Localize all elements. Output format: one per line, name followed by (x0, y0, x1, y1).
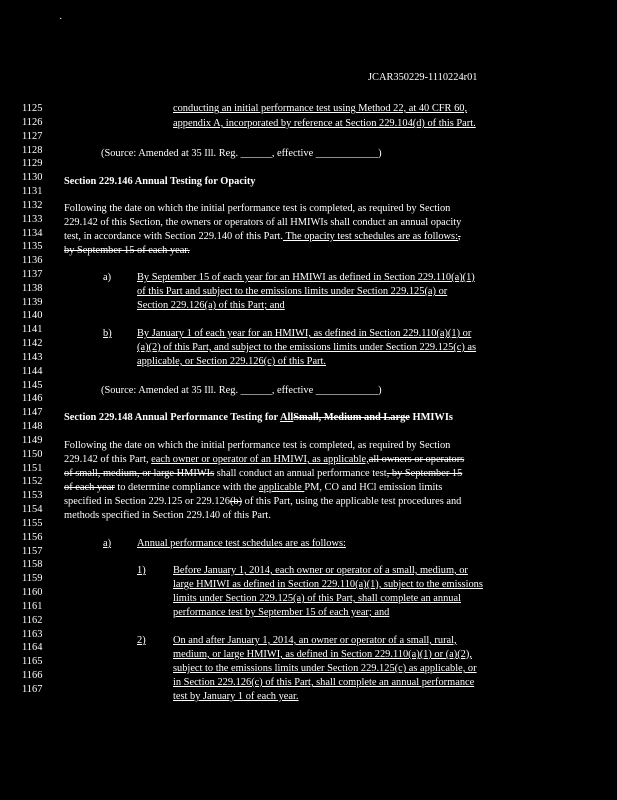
source-note-2: (Source: Amended at 35 Ill. Reg. ______, effective ____________) (101, 385, 382, 396)
line-number: 1156 (22, 531, 43, 543)
line-number: 1125 (22, 103, 43, 114)
line-number: 1153 (22, 490, 43, 502)
line-number: 1158 (22, 559, 43, 571)
sub-2-line-3: subject to the emissions limits under Section 229.125(c) as applicable, or (173, 663, 477, 674)
line-number: 1142 (22, 338, 43, 350)
line-number: 1132 (22, 199, 43, 211)
line-number: 1143 (22, 351, 43, 363)
line-number: 1134 (22, 227, 43, 239)
line-number: 1129 (22, 158, 43, 170)
line-number: 1164 (22, 642, 43, 654)
line-number: 1126 (22, 116, 43, 128)
text-line-1150: 229.142 of this Part, each owner or operator of an HMIWI, as applicable,all owners or operators (64, 454, 465, 465)
line-number: 1148 (22, 421, 43, 433)
line-number: 1145 (22, 379, 43, 391)
section-229-148-heading: Section 229.148 Annual Performance Testing for AllSmall, Medium and Large HMIWIs (64, 412, 453, 423)
sub-2-label: 2) (137, 635, 146, 646)
text-line-1132: Following the date on which the initial performance test is completed, as required by Section (64, 203, 451, 214)
sub-a-label: a) (103, 538, 112, 549)
sub-1-line-2: large HMIWI as defined in Section 229.110(a)(1), subject to the emissions (173, 579, 483, 590)
line-number: 1135 (22, 241, 43, 253)
line-number: 1146 (22, 393, 43, 405)
line-number: 1144 (22, 365, 43, 377)
line-number: 1152 (22, 476, 43, 488)
item-b-line-3: applicable, or Section 229.126(c) of this Part. (137, 356, 327, 367)
line-number: 1137 (22, 269, 43, 280)
line-number: 1167 (22, 683, 43, 695)
item-a-line-1: By September 15 of each year for an HMIWI as defined in Section 229.110(a)(1) (137, 272, 475, 283)
text-line-1133: 229.142 of this Section, the owners or operators of all HMIWIs shall conduct an annual opacity (64, 217, 462, 228)
line-number: 1130 (22, 172, 43, 184)
scan-mark: · (59, 14, 63, 25)
line-number: 1133 (22, 213, 43, 225)
line-number: 1138 (22, 282, 43, 294)
text-line-1134: test, in accordance with Section 229.140 of this Part. The opacity test schedules are as follows:, (64, 231, 461, 242)
line-number: 1127 (22, 130, 43, 142)
line-number: 1141 (22, 324, 43, 336)
sub-1-line-1: Before January 1, 2014, each owner or operator of a small, medium, or (173, 565, 468, 576)
sub-1-line-3: limits under Section 229.125(a) of this Part, shall complete an annual (173, 593, 461, 604)
sub-2-line-1: On and after January 1, 2014, an owner or operator of a small, rural, (173, 635, 457, 646)
item-b-line-1: By January 1 of each year for an HMIWI, as defined in Section 229.110(a)(1) or (137, 328, 472, 339)
line-number: 1147 (22, 407, 43, 419)
source-note-1: (Source: Amended at 35 Ill. Reg. ______, effective ____________) (101, 148, 382, 159)
text-line-1151: of small, medium, or large HMIWIs shall conduct an annual performance test, by September 15 (64, 468, 463, 479)
sub-2-line-2: medium, or large HMIWI, as defined in Section 229.110(a)(1) or (a)(2), (173, 649, 472, 660)
sub-2-line-4: in Section 229.126(c) of this Part, shall complete an annual performance (173, 677, 475, 688)
line-number: 1163 (22, 628, 43, 640)
item-a-label: a) (103, 272, 112, 283)
sub-1-line-4: performance test by September 15 of each year; and (173, 607, 390, 618)
line-number: 1166 (22, 670, 43, 681)
sub-1-label: 1) (137, 565, 146, 576)
line-number: 1136 (22, 255, 43, 267)
line-number: 1160 (22, 587, 43, 598)
item-b-line-2: (a)(2) of this Part, and subject to the emissions limits under Section 229.125(c) as (137, 342, 477, 353)
sub-a-text: Annual performance test schedules are as follows: (137, 538, 346, 549)
text-line-1149: Following the date on which the initial performance test is completed, as required by Section (64, 440, 451, 451)
text-line-1153: specified in Section 229.125 or 229.126(b) of this Part, using the applicable test procedures and (64, 496, 462, 507)
line-number: 1165 (22, 656, 43, 668)
sub-2-line-5: test by January 1 of each year. (173, 691, 299, 702)
item-a-line-3: Section 229.126(a) of this Part; and (137, 300, 285, 311)
text-line-1126: appendix A, incorporated by reference at Section 229.104(d) of this Part. (173, 118, 476, 129)
line-number: 1155 (22, 517, 43, 529)
text-line-1135: by September 15 of each year. (64, 245, 190, 256)
document-id: JCAR350229-1110224r01 (368, 72, 478, 83)
item-a-line-2: of this Part and subject to the emissions limits under Section 229.125(a) or (137, 286, 448, 297)
line-number: 1131 (22, 186, 43, 197)
line-number: 1162 (22, 614, 43, 626)
line-number: 1150 (22, 448, 43, 460)
text-line-1152: of each year to determine compliance with the applicable PM, CO and HCl emission limits (64, 482, 443, 493)
text-line-1125: conducting an initial performance test using Method 22, at 40 CFR 60, (173, 103, 468, 114)
line-number: 1139 (22, 296, 43, 308)
line-number: 1159 (22, 573, 43, 585)
line-number: 1154 (22, 504, 43, 516)
line-number: 1128 (22, 144, 43, 156)
line-number: 1149 (22, 434, 43, 446)
line-number: 1157 (22, 545, 43, 557)
line-number: 1151 (22, 462, 43, 474)
text-line-1154: methods specified in Section 229.140 of this Part. (64, 510, 271, 521)
line-number: 1140 (22, 310, 43, 322)
item-b-label: b) (103, 328, 112, 339)
section-229-146-heading: Section 229.146 Annual Testing for Opacity (64, 176, 256, 187)
line-number: 1161 (22, 600, 43, 612)
